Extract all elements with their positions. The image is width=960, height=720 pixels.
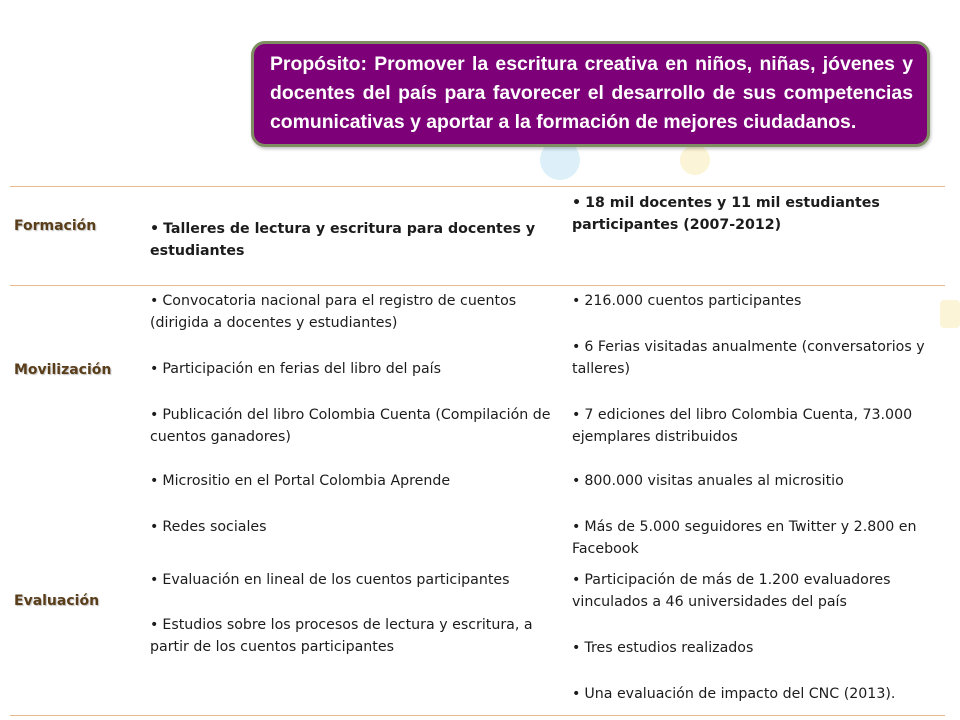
result-item: • Tres estudios realizados — [572, 637, 947, 659]
result-item: • 7 ediciones del libro Colombia Cuenta, 73.000 ejemplares distribuidos — [572, 404, 947, 448]
result-item: • 18 mil docentes y 11 mil estudiantes participantes (2007-2012) — [572, 192, 947, 236]
table-divider — [10, 715, 945, 716]
action-item: • Participación en ferias del libro del país — [150, 358, 560, 380]
result-item: • 800.000 visitas anuales al micrositio — [572, 470, 947, 492]
result-item: • Participación de más de 1.200 evaluadores vinculados a 46 universidades del país — [572, 569, 947, 613]
table-divider — [10, 285, 945, 286]
result-item: • 216.000 cuentos participantes — [572, 290, 947, 312]
result-item: • 6 Ferias visitadas anualmente (conversatorios y talleres) — [572, 336, 947, 380]
row-label-evaluacion: Evaluación — [14, 593, 100, 609]
action-item: • Convocatoria nacional para el registro de cuentos (dirigida a docentes y estudiantes) — [150, 290, 560, 334]
action-item: • Evaluación en lineal de los cuentos participantes — [150, 569, 560, 591]
action-item: • Talleres de lectura y escritura para docentes y estudiantes — [150, 218, 560, 262]
background-decoration — [680, 145, 710, 175]
result-item: • Más de 5.000 seguidores en Twitter y 2.800 en Facebook — [572, 516, 947, 560]
action-item: • Publicación del libro Colombia Cuenta (Compilación de cuentos ganadores) — [150, 404, 560, 448]
purpose-box: Propósito: Promover la escritura creativa en niños, niñas, jóvenes y docentes del país para favorecer el desarrollo de sus competencias comunicativas y aportar a la formación de mejores ciudadanos. — [251, 41, 930, 147]
action-item: • Micrositio en el Portal Colombia Aprende — [150, 470, 560, 492]
action-item: • Redes sociales — [150, 516, 560, 538]
row-label-movilizacion: Movilización — [14, 362, 112, 378]
result-item: • Una evaluación de impacto del CNC (2013). — [572, 683, 947, 705]
table-divider — [10, 186, 945, 187]
row-label-formacion: Formación — [14, 218, 97, 234]
action-item: • Estudios sobre los procesos de lectura y escritura, a partir de los cuentos participantes — [150, 614, 560, 658]
